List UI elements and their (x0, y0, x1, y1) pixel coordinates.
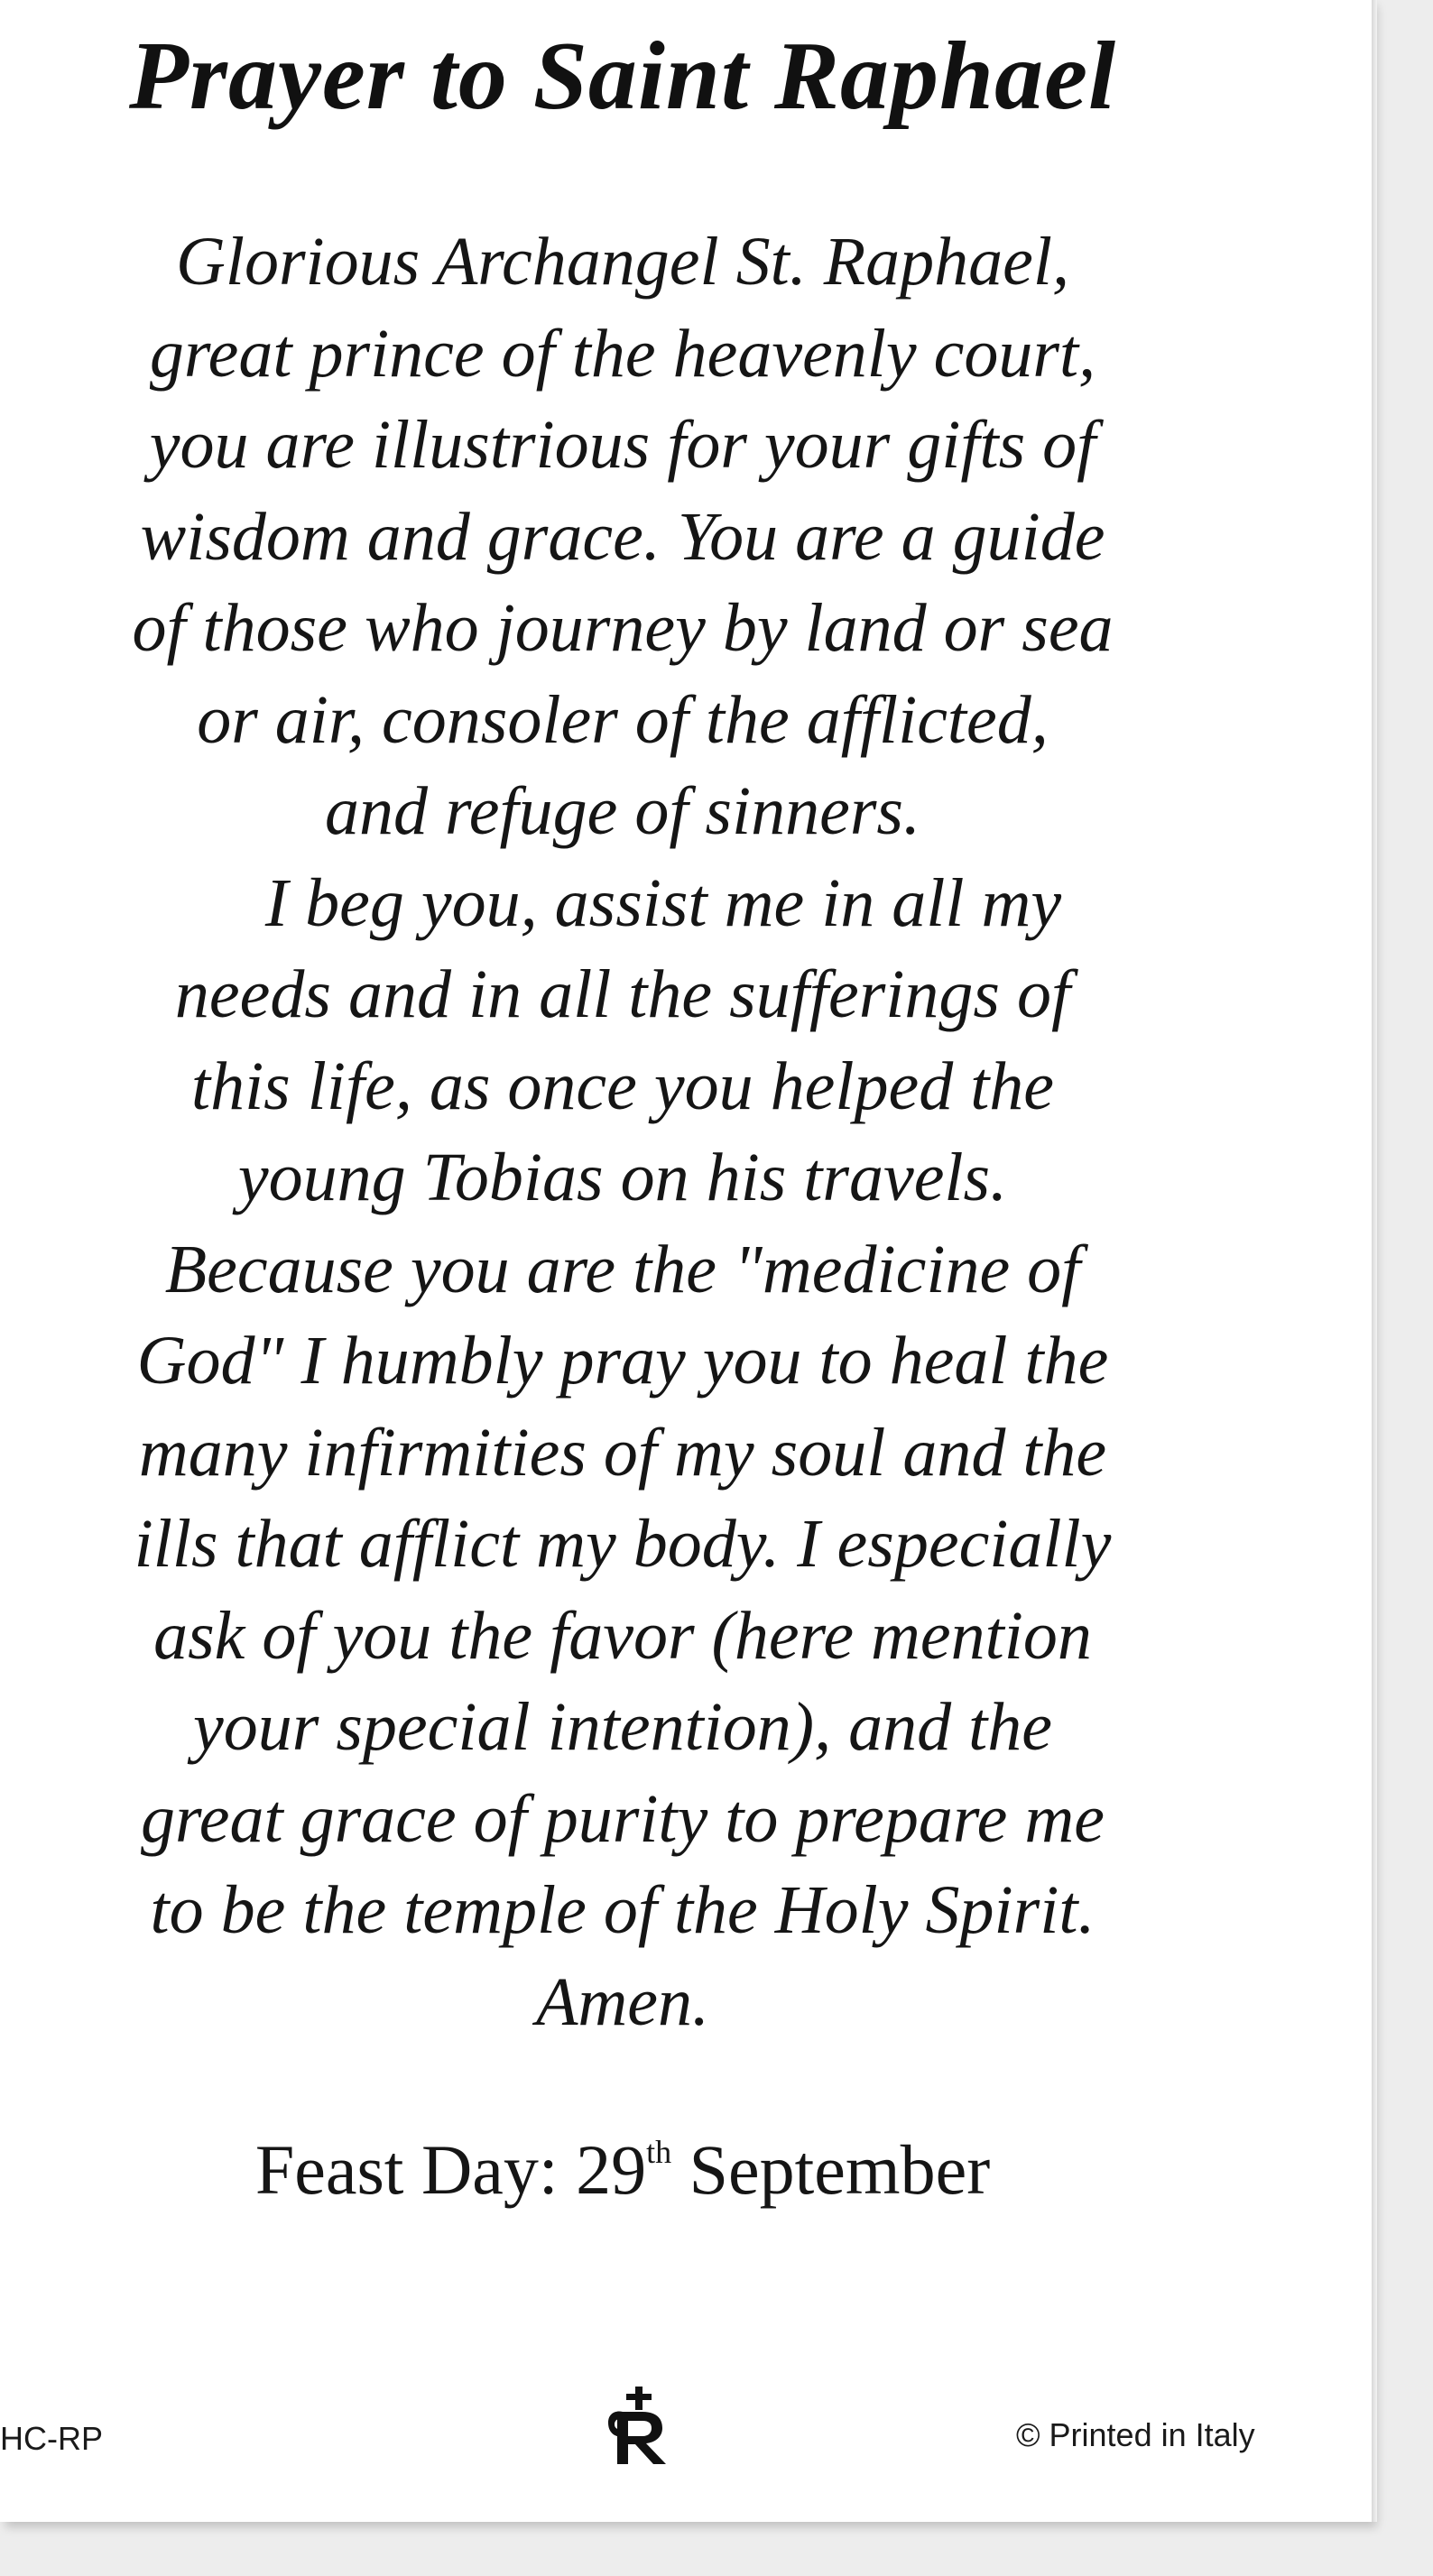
prayer-line: I beg you, assist me in all my (264, 864, 1062, 941)
prayer-line: or air, consoler of the afflicted, (197, 681, 1049, 758)
prayer-line: ills that afflict my body. I especially (134, 1506, 1112, 1582)
prayer-line: great grace of purity to prepare me (140, 1780, 1105, 1857)
feast-day-label: Feast Day: 29 (254, 2130, 647, 2209)
printed-in-italy: © Printed in Italy (1016, 2416, 1255, 2453)
page-title: Prayer to Saint Raphael (128, 23, 1117, 130)
prayer-line: Glorious Archangel St. Raphael, (175, 224, 1070, 300)
cross-r-publisher-logo-icon (603, 2387, 675, 2468)
prayer-line: needs and in all the sufferings of (174, 956, 1071, 1032)
prayer-line: your special intention), and the (193, 1689, 1052, 1765)
prayer-line: many infirmities of my soul and the (138, 1414, 1107, 1491)
prayer-line: great prince of the heavenly court, (149, 315, 1096, 392)
prayer-line: you are illustrious for your gifts of (149, 407, 1096, 483)
prayer-line: and refuge of sinners. (324, 773, 921, 849)
prayer-line: to be the temple of the Holy Spirit. (150, 1872, 1096, 1948)
feast-day-month: September (671, 2130, 991, 2209)
card-edge (1372, 0, 1377, 2522)
prayer-line: of those who journey by land or sea (132, 590, 1114, 666)
feast-day (0, 2125, 1245, 2215)
prayer-line: Because you are the "medicine of (164, 1231, 1081, 1307)
prayer-line: wisdom and grace. You are a guide (140, 498, 1105, 575)
product-code: HC-RP (0, 2420, 103, 2457)
prayer-line: young Tobias on his travels. (237, 1140, 1008, 1215)
feast-day-ordinal: th (646, 2134, 672, 2170)
prayer-line: this life, as once you helped the (190, 1048, 1055, 1124)
prayer-line: ask of you the favor (here mention (153, 1597, 1092, 1674)
prayer-text (0, 217, 1245, 2048)
prayer-line-amen: Amen. (535, 1963, 710, 2040)
prayer-line: God" I humbly pray you to heal the (136, 1323, 1109, 1399)
